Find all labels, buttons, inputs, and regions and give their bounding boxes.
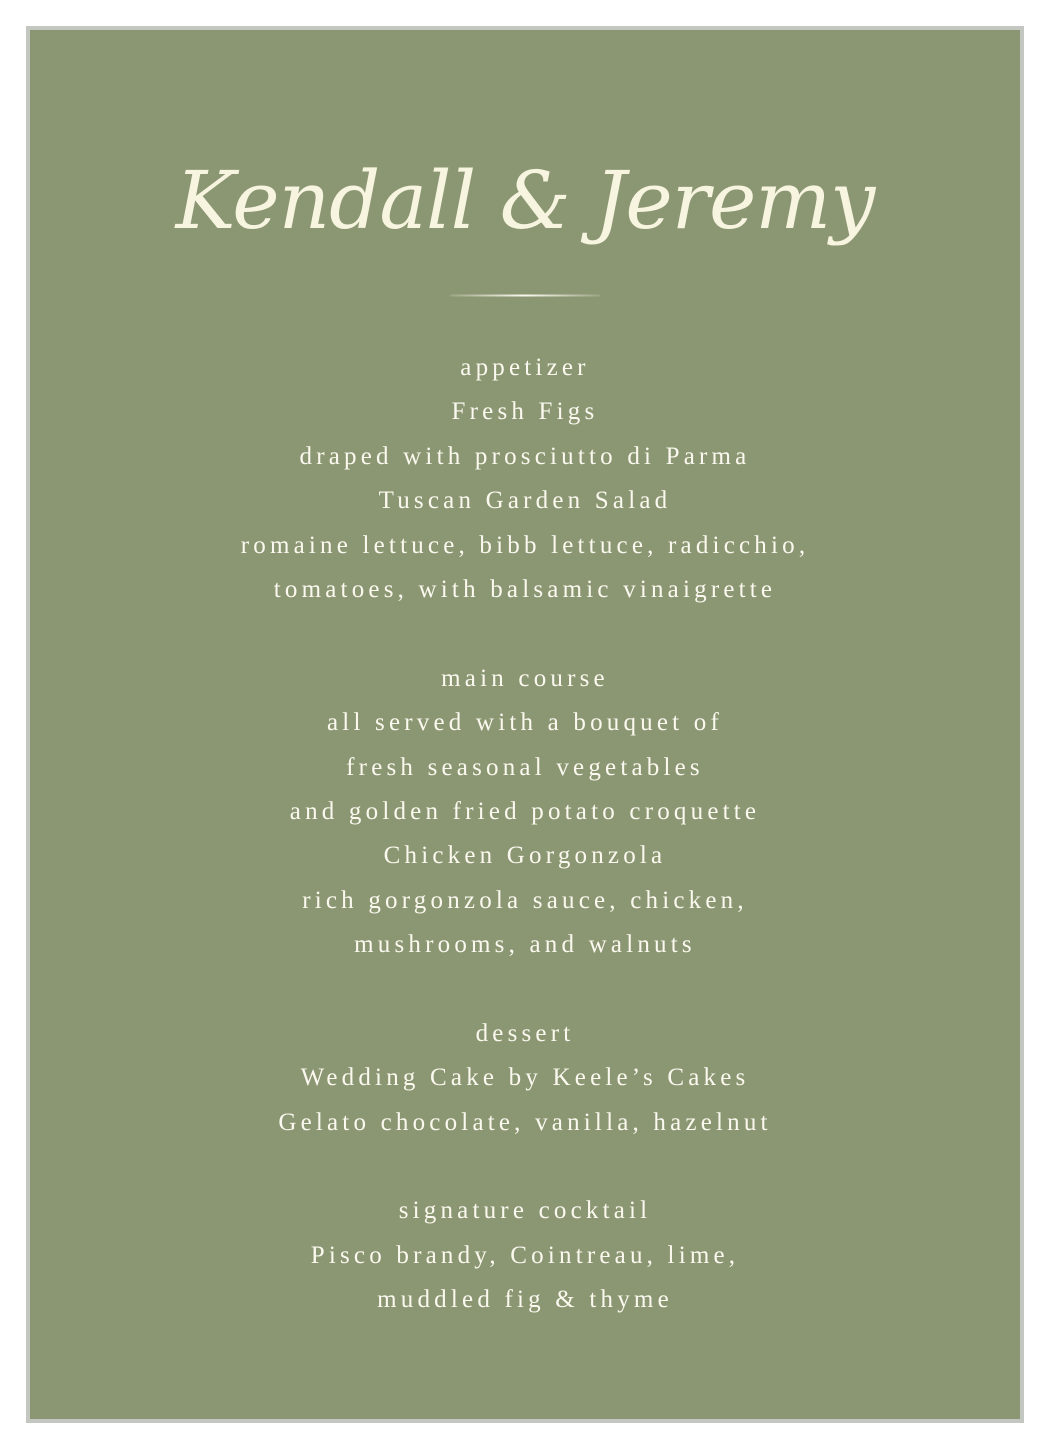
menu-section-appetizer [30, 346, 1020, 612]
menu-line: mushrooms, and walnuts [354, 931, 696, 959]
section-heading: signature cocktail [398, 1197, 652, 1225]
menu-line: fresh seasonal vegetables [346, 753, 704, 781]
menu-line: Wedding Cake by Keele’s Cakes [300, 1064, 750, 1092]
section-heading: dessert [475, 1019, 575, 1047]
menu-line: tomatoes, with balsamic vinaigrette [273, 575, 777, 603]
menu-line: Tuscan Garden Salad [378, 487, 672, 515]
divider-line [450, 294, 600, 297]
menu-line: rich gorgonzola sauce, chicken, [302, 886, 748, 914]
menu-line: Fresh Figs [451, 398, 599, 426]
menu-line: and golden fried potato croquette [289, 797, 761, 825]
menu-line: Gelato chocolate, vanilla, hazelnut [278, 1108, 772, 1136]
menu-section-dessert [30, 1012, 1020, 1145]
menu-section-signature-cocktail [30, 1189, 1020, 1322]
couple-names: Kendall & Jeremy [175, 154, 875, 247]
section-heading: main course [441, 664, 609, 692]
menu-line: Pisco brandy, Cointreau, lime, [310, 1241, 740, 1269]
menu-body [30, 346, 1020, 1367]
menu-line: Chicken Gorgonzola [383, 842, 667, 870]
menu-line: all served with a bouquet of [327, 709, 723, 737]
card-frame [26, 26, 1024, 1423]
menu-section-main-course [30, 657, 1020, 968]
section-heading: appetizer [460, 354, 590, 381]
menu-card [30, 30, 1020, 1419]
menu-line: draped with prosciutto di Parma [299, 442, 751, 470]
menu-line: muddled fig & thyme [377, 1286, 673, 1314]
menu-line: romaine lettuce, bibb lettuce, radicchio, [240, 531, 810, 559]
